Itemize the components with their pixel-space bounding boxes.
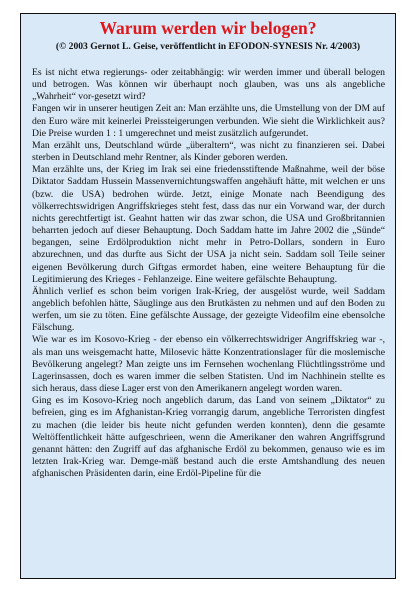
article-page xyxy=(20,13,396,579)
paragraph-1: Es ist nicht etwa regierungs- oder zeitabhängig: wir werden immer und überall belogen und betrogen. Was können wir überhaupt noch glauben, was uns als angebliche „Wahrheit“ vor-gesetzt wird? xyxy=(32,67,385,103)
paragraph-4: Man erzählte uns, der Krieg im Irak sei eine friedensstiftende Maßnahme, weil der böse Diktator Saddam Hussein Massenvernichtungswaffen angehäuft hätte, mit welchen er uns (bzw. die USA) bedrohen würde. Jetzt, einige Monate nach Beendigung des völkerrechtswidrigen Angriffskrieges steht fest, dass das nur ein Vorwand war, der durch nichts gerechtfertigt ist. Geahnt hatten wir das zwar schon, die USA und Großbritannien beharrten jedoch auf dieser Behauptung. Doch Saddam hatte im Jahre 2002 die „Sünde“ begangen, seine Erdölproduktion nicht mehr in Petro-Dollars, sondern in Euro abzurechnen, und das durfte aus Sicht der USA ja nicht sein. Saddam soll Teile seiner eigenen Bevölkerung durch Giftgas ermordet haben, eine weitere Behauptung für die Legitimierung des Krieges - Fehlanzeige. Eine weitere gefälschte Behauptung. xyxy=(32,164,385,285)
article-title: Warum werden wir belogen? xyxy=(99,18,317,38)
paragraph-5: Ähnlich verlief es schon beim vorigen Irak-Krieg, der ausgelöst wurde, weil Saddam angeblich befohlen hätte, Säuglinge aus den Brutkästen zu nehmen und auf den Boden zu werfen, um sie zu töten. Eine gefälschte Aussage, der gezeigte Videofilm eine ebensolche Fälschung. xyxy=(32,285,385,334)
paragraph-7: Ging es im Kosovo-Krieg noch angeblich darum, das Land von seinem „Diktator“ zu befreien, ging es im Afghanistan-Krieg vorrangig darum, angebliche Terroristen dingfest zu machen (die leider bis heute nicht gefunden werden konnten), denn die gesamte Weltöffentlichkeit hätte aufgeschrieen, wenn die Amerikaner den wahren Angriffsgrund genannt hätten: den Zugriff auf das afghanische Erdöl zu bekommen, genauso wie es im letzten Irak-Krieg war. Demge-mäß bestand auch die erste Amtshandlung des neuen afghanischen Präsidenten darin, eine Erdöl-Pipeline für die xyxy=(32,395,385,480)
article-body xyxy=(32,67,385,480)
paragraph-6: Wie war es im Kosovo-Krieg - der ebenso ein völkerrechtswidriger Angriffskrieg war -, als man uns weisgemacht hatte, Milosevic hätte Konzentrationslager für die moslemische Bevölkerung angelegt? Man zeigte uns im Fernsehen wochenlang Flüchtlingsströme und Lagerinsassen, doch es waren immer die selben Statisten. Und im Nachhinein stellte es sich heraus, dass diese Lager erst von den Amerikanern angelegt worden waren. xyxy=(32,334,385,395)
paragraph-2: Fangen wir in unserer heutigen Zeit an: Man erzählte uns, die Umstellung von der DM auf den Euro wäre mit keinerlei Preissteigerungen verbunden. Wie sieht die Wirklichkeit aus? Die Preise wurden 1 : 1 umgerechnet und meist zusätzlich aufgerundet. xyxy=(32,103,385,139)
article-subtitle: (© 2003 Gernot L. Geise, veröffentlicht in EFODON-SYNESIS Nr. 4/2003) xyxy=(55,41,361,52)
paragraph-3: Man erzählt uns, Deutschland würde „überaltern“, was nicht zu finanzieren sei. Dabei sterben in Deutschland mehr Rentner, als Kinder geboren werden. xyxy=(32,139,385,164)
